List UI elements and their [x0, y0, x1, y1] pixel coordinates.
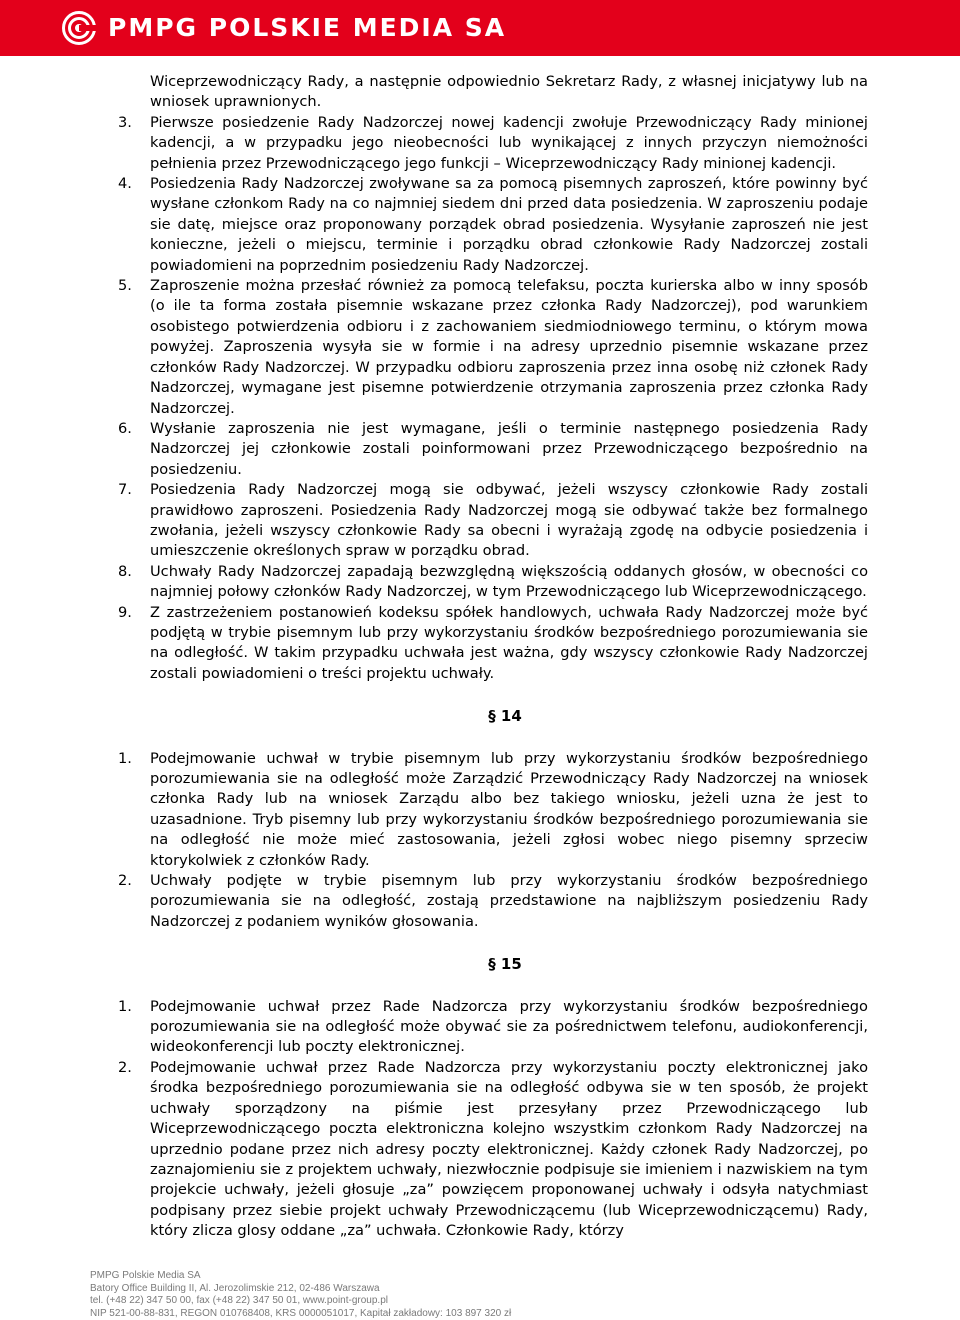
item-number: 1.	[118, 749, 132, 767]
pmpg-logo-icon	[62, 11, 96, 45]
list-item	[0, 113, 960, 174]
brand-name: PMPG POLSKIE MEDIA SA	[108, 13, 507, 42]
list-item	[0, 480, 960, 562]
list-item	[0, 419, 960, 480]
list-item	[0, 603, 960, 685]
footer	[90, 1270, 511, 1320]
item-number: 1.	[118, 997, 132, 1015]
header-bar	[0, 0, 960, 56]
item-text: Wysłanie zaproszenia nie jest wymagane, jeśli o terminie następnego posiedzenia Rady Nadzorczej jej członkowie zostali poinformowani przez Przewodniczącego bezpośrednio na posiedzeniu.	[150, 419, 868, 478]
item-text: Posiedzenia Rady Nadzorczej mogą sie odbywać, jeżeli wszyscy członkowie Rady zostali prawidłowo zaproszeni. Posiedzenia Rady Nadzorczej mogą sie odbywać także bez formalnego zwołania, jeżeli wszyscy członkowie Rady sa obecni i wyrażają zgodę na odbycie posiedzenia i umieszczenie określonych spraw w porządku obrad.	[150, 481, 868, 560]
list-item	[0, 562, 960, 603]
item-text: Uchwały Rady Nadzorczej zapadają bezwzględną większością oddanych głosów, w obecności co najmniej połowy członków Rady Nadzorczej, w tym Przewodniczącego lub Wiceprzewodniczącego.	[150, 562, 868, 601]
list-item	[0, 276, 960, 419]
item-number: 2.	[118, 872, 132, 890]
item-text: Uchwały podjęte w trybie pisemnym lub przy wykorzystaniu środków bezpośredniego porozumiewania sie na odległość, zostają przedstawione na najbliższym posiedzeniu Rady Nadzorczej z podaniem wyników głosowania.	[150, 872, 868, 930]
item-text: Podejmowanie uchwał przez Rade Nadzorcza przy wykorzystaniu środków bezpośredniego porozumiewania sie na odległość może obywać sie za pośrednictwem telefonu, audiokonferencji, wideokonferencji lub poczty elektronicznej.	[150, 997, 868, 1056]
section-heading-15: § 15	[488, 955, 522, 974]
item-number: 5.	[118, 277, 132, 295]
item-number: 6.	[118, 419, 132, 437]
paragraph-text: Wiceprzewodniczący Rady, a następnie odpowiednio Sekretarz Rady, z własnej inicjatywy lub na wniosek uprawnionych.	[150, 73, 868, 111]
list-item	[0, 174, 960, 276]
item-number: 7.	[118, 481, 132, 499]
intro-paragraph	[0, 72, 960, 113]
list-item	[0, 871, 960, 932]
item-text: Pierwsze posiedzenie Rady Nadzorczej nowej kadencji zwołuje Przewodniczący Rady minionej kadencji, a w przypadku jego nieobecności lub wynikającej z innych przyczyn niemożności pełnienia przez Przewodniczącego jego funkcji – Wiceprzewodniczący Rady minionej kadencji.	[150, 113, 868, 172]
footer-address: Batory Office Building II, Al. Jerozolimskie 212, 02-486 Warszawa	[90, 1282, 380, 1294]
item-text: Podejmowanie uchwał przez Rade Nadzorcza przy wykorzystaniu poczty elektronicznej jako środka bezpośredniego porozumiewania sie na odległość odbywa sie w ten sposób, że projekt uchwały sporządzony na piśmie jest przesyłany przez Przewodniczącego lub Wiceprzewodniczącego poczta elektroniczna kolejno wszystkim członkom Rady Nadzorczej na uprzednio podane przez nich adresy poczty elektronicznej. Każdy członek Rady Nadzorczej, po zaznajomieniu sie z projektem uchwały, niezwłocznie podpisuje sie imieniem i nazwiskiem na tym projekcie uchwały, jeżeli głosuje „za” powzięcem proponowanej uchwały i odsyła natychmiast podpisany przez siebie projekt uchwały Przewodniczącemu (lub Wiceprzewodniczącemu) Rady, który zlicza glosy oddane „za” uchwała. Członkowie Rady, którzy	[150, 1058, 868, 1240]
list-item	[0, 997, 960, 1058]
item-text: Z zastrzeżeniem postanowień kodeksu spółek handlowych, uchwała Rady Nadzorczej może być podjętą w trybie pisemnym lub przy wykorzystaniu środków bezpośredniego porozumiewania sie na odległość. W takim przypadku uchwała jest ważna, gdy wszyscy członkowie Rady Nadzorczej zostali powiadomieni o treści projektu uchwały.	[150, 603, 868, 682]
item-text: Posiedzenia Rady Nadzorczej zwoływane sa za pomocą pisemnych zaproszeń, które powinny być wysłane członkom Rady na co najmniej siedem dni przed data posiedzenia. W zaproszeniu podaje sie datę, miejsce oraz proponowany porządek obrad posiedzenia. Wysyłanie zaproszeń nie jest konieczne, jeżeli o miejscu, terminie i porządku obrad członkowie Rady Nadzorczej zostali powiadomieni na poprzednim posiedzeniu Rady Nadzorczej.	[150, 175, 868, 274]
footer-company: PMPG Polskie Media SA	[90, 1270, 201, 1281]
item-number: 2.	[118, 1058, 132, 1076]
item-text: Podejmowanie uchwał w trybie pisemnym lub przy wykorzystaniu środków bezpośredniego porozumiewania sie na odległość może Zarządzić Przewodniczący Rady Nadzorczej na wniosek członka Rady lub na wniosek Zarządu albo bez takiego wniosku, jeżeli uzna że jest to uzasadnione. Tryb pisemny lub przy wykorzystaniu środków bezpośredniego porozumiewania sie na odległość nie może mieć zastosowania, jeżeli zgłosi wobec niego pisemny sprzeciw ktorykolwiek z członków Rady.	[150, 749, 868, 869]
document-body	[0, 70, 960, 1242]
section-heading-14: § 14	[488, 707, 522, 726]
list-item	[0, 749, 960, 871]
list-item	[0, 1058, 960, 1242]
item-number: 9.	[118, 603, 132, 621]
item-number: 3.	[118, 113, 132, 131]
footer-contact: tel. (+48 22) 347 50 00, fax (+48 22) 347 50 01, www.point-group.pl	[90, 1295, 388, 1307]
footer-registry: NIP 521-00-88-831, REGON 010768408, KRS 0000051017, Kapitał zakładowy: 103 897 320 zł	[90, 1307, 512, 1319]
item-number: 8.	[118, 562, 132, 580]
item-text: Zaproszenie można przesłać również za pomocą telefaksu, poczta kurierska albo w inny sposób (o ile ta forma została pisemnie wskazane przez członka Rady Nadzorczej), pod warunkiem osobistego potwierdzenia odbioru i z zachowaniem siedmiodniowego terminu, o którym mowa powyżej. Zaproszenia wysyła sie w formie i na adresy uprzednio pisemnie wskazane przez członków Rady Nadzorczej. W przypadku odbioru zaproszenia przez inna osobę niż członek Rady Nadzorczej, wymagane jest pisemne potwierdzenie otrzymania zaproszenia przez członka Rady Nadzorczej.	[150, 277, 868, 417]
item-number: 4.	[118, 175, 132, 193]
